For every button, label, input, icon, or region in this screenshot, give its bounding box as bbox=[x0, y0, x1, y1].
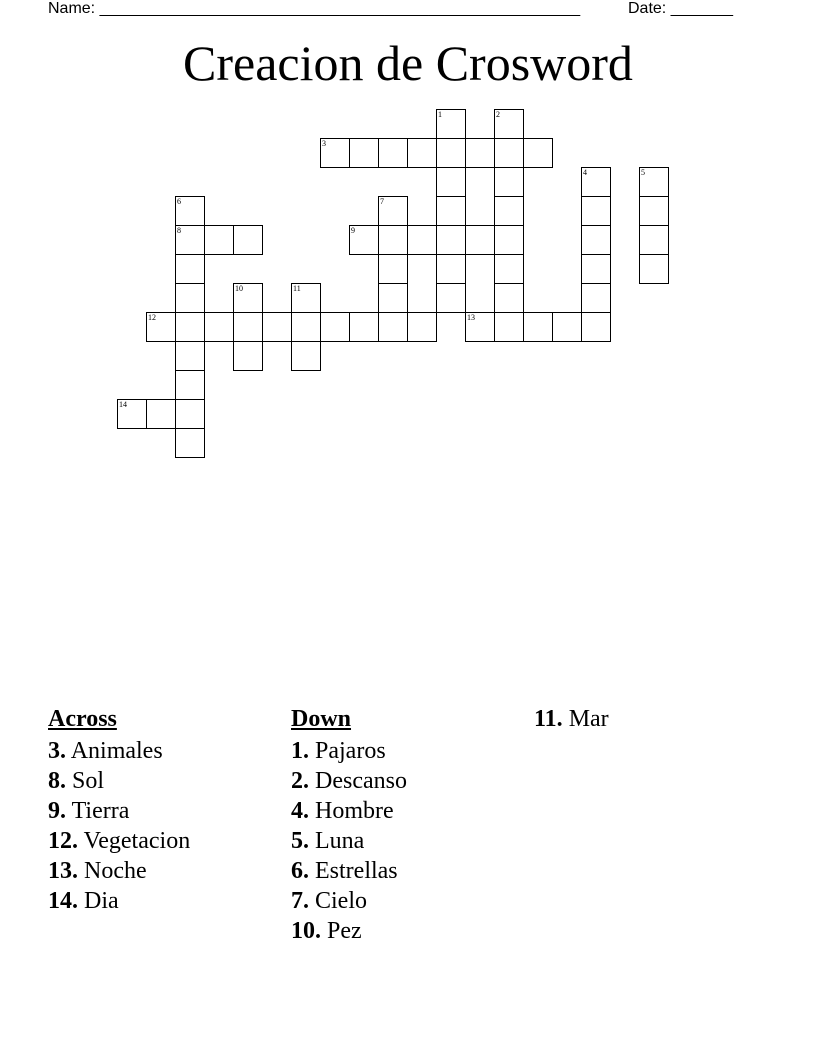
clue-item bbox=[48, 736, 190, 766]
clue-item bbox=[48, 886, 190, 916]
crossword-cell[interactable] bbox=[494, 254, 524, 284]
cell-number: 10 bbox=[235, 284, 243, 293]
crossword-cell[interactable] bbox=[436, 196, 466, 226]
cell-number: 11 bbox=[293, 284, 301, 293]
clue-number: 5. bbox=[291, 828, 309, 854]
clue-text: Vegetacion bbox=[83, 828, 191, 854]
crossword-cell[interactable] bbox=[436, 167, 466, 197]
crossword-cell[interactable] bbox=[407, 312, 437, 342]
clue-number: 8. bbox=[48, 768, 66, 794]
clue-text: Mar bbox=[568, 706, 609, 732]
crossword-cell[interactable] bbox=[378, 254, 408, 284]
crossword-cell[interactable] bbox=[436, 109, 466, 139]
clue-item bbox=[48, 826, 190, 856]
crossword-cell[interactable] bbox=[378, 196, 408, 226]
crossword-cell[interactable] bbox=[378, 138, 408, 168]
clue-item bbox=[291, 796, 407, 826]
date-field: Date: _______ bbox=[628, 0, 733, 17]
crossword-cell[interactable] bbox=[407, 225, 437, 255]
cell-number: 2 bbox=[496, 110, 500, 119]
crossword-cell[interactable] bbox=[494, 312, 524, 342]
crossword-cell[interactable] bbox=[117, 399, 147, 429]
clue-text: Hombre bbox=[315, 798, 394, 824]
clue-item bbox=[534, 704, 609, 734]
clue-number: 14. bbox=[48, 888, 78, 914]
crossword-cell[interactable] bbox=[175, 254, 205, 284]
crossword-cell[interactable] bbox=[465, 138, 495, 168]
clue-text: Dia bbox=[84, 888, 119, 914]
clue-text: Luna bbox=[315, 828, 365, 854]
clue-text: Sol bbox=[72, 768, 105, 794]
crossword-cell[interactable] bbox=[175, 312, 205, 342]
clue-number: 12. bbox=[48, 828, 78, 854]
crossword-cell[interactable] bbox=[378, 225, 408, 255]
crossword-cell[interactable] bbox=[233, 283, 263, 313]
down-clues-column bbox=[291, 704, 407, 946]
crossword-cell[interactable] bbox=[581, 312, 611, 342]
crossword-cell[interactable] bbox=[494, 138, 524, 168]
crossword-cell[interactable] bbox=[465, 225, 495, 255]
crossword-cell[interactable] bbox=[581, 254, 611, 284]
clue-text: Estrellas bbox=[315, 858, 398, 884]
clue-text: Descanso bbox=[315, 768, 407, 794]
crossword-cell[interactable] bbox=[494, 225, 524, 255]
crossword-cell[interactable] bbox=[233, 312, 263, 342]
clue-item bbox=[291, 736, 407, 766]
crossword-cell[interactable] bbox=[175, 283, 205, 313]
crossword-cell[interactable] bbox=[523, 138, 553, 168]
crossword-cell[interactable] bbox=[349, 312, 379, 342]
cell-number: 1 bbox=[438, 110, 442, 119]
crossword-cell[interactable] bbox=[523, 312, 553, 342]
crossword-cell[interactable] bbox=[581, 167, 611, 197]
crossword-cell[interactable] bbox=[175, 399, 205, 429]
crossword-cell[interactable] bbox=[291, 312, 321, 342]
crossword-cell[interactable] bbox=[436, 225, 466, 255]
clue-number: 3. bbox=[48, 738, 66, 764]
page-title: Creacion de Crosword bbox=[183, 35, 633, 91]
crossword-cell[interactable] bbox=[639, 254, 669, 284]
cell-number: 4 bbox=[583, 168, 587, 177]
crossword-cell[interactable] bbox=[407, 138, 437, 168]
clue-text: Tierra bbox=[71, 798, 130, 824]
crossword-cell[interactable] bbox=[494, 167, 524, 197]
clue-text: Animales bbox=[70, 738, 163, 764]
cell-number: 6 bbox=[177, 197, 181, 206]
crossword-cell[interactable] bbox=[552, 312, 582, 342]
down-heading: Down bbox=[291, 706, 352, 732]
clue-item bbox=[48, 796, 190, 826]
crossword-cell[interactable] bbox=[349, 225, 379, 255]
crossword-cell[interactable] bbox=[494, 196, 524, 226]
clue-number: 2. bbox=[291, 768, 309, 794]
clue-text: Noche bbox=[84, 858, 147, 884]
clue-number: 1. bbox=[291, 738, 309, 764]
clue-item bbox=[48, 766, 190, 796]
crossword-cell[interactable] bbox=[175, 225, 205, 255]
cell-number: 5 bbox=[641, 168, 645, 177]
clue-text: Pajaros bbox=[315, 738, 386, 764]
crossword-cell[interactable] bbox=[436, 283, 466, 313]
crossword-cell[interactable] bbox=[204, 225, 234, 255]
crossword-cell[interactable] bbox=[436, 138, 466, 168]
clue-item bbox=[291, 886, 407, 916]
clue-text: Cielo bbox=[315, 888, 367, 914]
crossword-cell[interactable] bbox=[320, 138, 350, 168]
cell-number: 7 bbox=[380, 197, 384, 206]
crossword-cell[interactable] bbox=[291, 341, 321, 371]
clue-number: 13. bbox=[48, 858, 78, 884]
name-field: Name: ______________________________________________________ bbox=[48, 0, 581, 17]
across-clues-column bbox=[48, 704, 190, 916]
crossword-cell[interactable] bbox=[291, 283, 321, 313]
crossword-cell[interactable] bbox=[233, 341, 263, 371]
cell-number: 12 bbox=[148, 313, 156, 322]
crossword-cell[interactable] bbox=[639, 225, 669, 255]
down-clues-continued-column bbox=[534, 704, 609, 734]
crossword-cell[interactable] bbox=[262, 312, 292, 342]
clue-item bbox=[291, 826, 407, 856]
cell-number: 14 bbox=[119, 400, 127, 409]
crossword-cell[interactable] bbox=[465, 312, 495, 342]
crossword-cell[interactable] bbox=[639, 196, 669, 226]
crossword-cell[interactable] bbox=[175, 196, 205, 226]
clue-item bbox=[291, 916, 407, 946]
clue-text: Pez bbox=[327, 918, 362, 944]
crossword-cell[interactable] bbox=[378, 312, 408, 342]
crossword-cell[interactable] bbox=[494, 109, 524, 139]
clue-item bbox=[291, 766, 407, 796]
cell-number: 9 bbox=[351, 226, 355, 235]
crossword-cell[interactable] bbox=[581, 196, 611, 226]
clue-number: 10. bbox=[291, 918, 321, 944]
crossword-cell[interactable] bbox=[349, 138, 379, 168]
crossword-cell[interactable] bbox=[436, 254, 466, 284]
across-heading: Across bbox=[48, 706, 117, 732]
crossword-cell[interactable] bbox=[146, 399, 176, 429]
clue-number: 9. bbox=[48, 798, 66, 824]
cell-number: 13 bbox=[467, 313, 475, 322]
cell-number: 3 bbox=[322, 139, 326, 148]
crossword-cell[interactable] bbox=[204, 312, 234, 342]
clue-item bbox=[291, 856, 407, 886]
cell-number: 8 bbox=[177, 226, 181, 235]
crossword-cell[interactable] bbox=[494, 283, 524, 313]
crossword-cell[interactable] bbox=[175, 370, 205, 400]
crossword-cell[interactable] bbox=[581, 283, 611, 313]
clue-item bbox=[48, 856, 190, 886]
crossword-cell[interactable] bbox=[639, 167, 669, 197]
crossword-cell[interactable] bbox=[378, 283, 408, 313]
clue-number: 6. bbox=[291, 858, 309, 884]
crossword-cell[interactable] bbox=[581, 225, 611, 255]
clue-number: 4. bbox=[291, 798, 309, 824]
crossword-cell[interactable] bbox=[175, 428, 205, 458]
crossword-cell[interactable] bbox=[146, 312, 176, 342]
clue-number: 11. bbox=[534, 706, 563, 732]
crossword-cell[interactable] bbox=[233, 225, 263, 255]
crossword-cell[interactable] bbox=[320, 312, 350, 342]
clue-number: 7. bbox=[291, 888, 309, 914]
crossword-cell[interactable] bbox=[175, 341, 205, 371]
